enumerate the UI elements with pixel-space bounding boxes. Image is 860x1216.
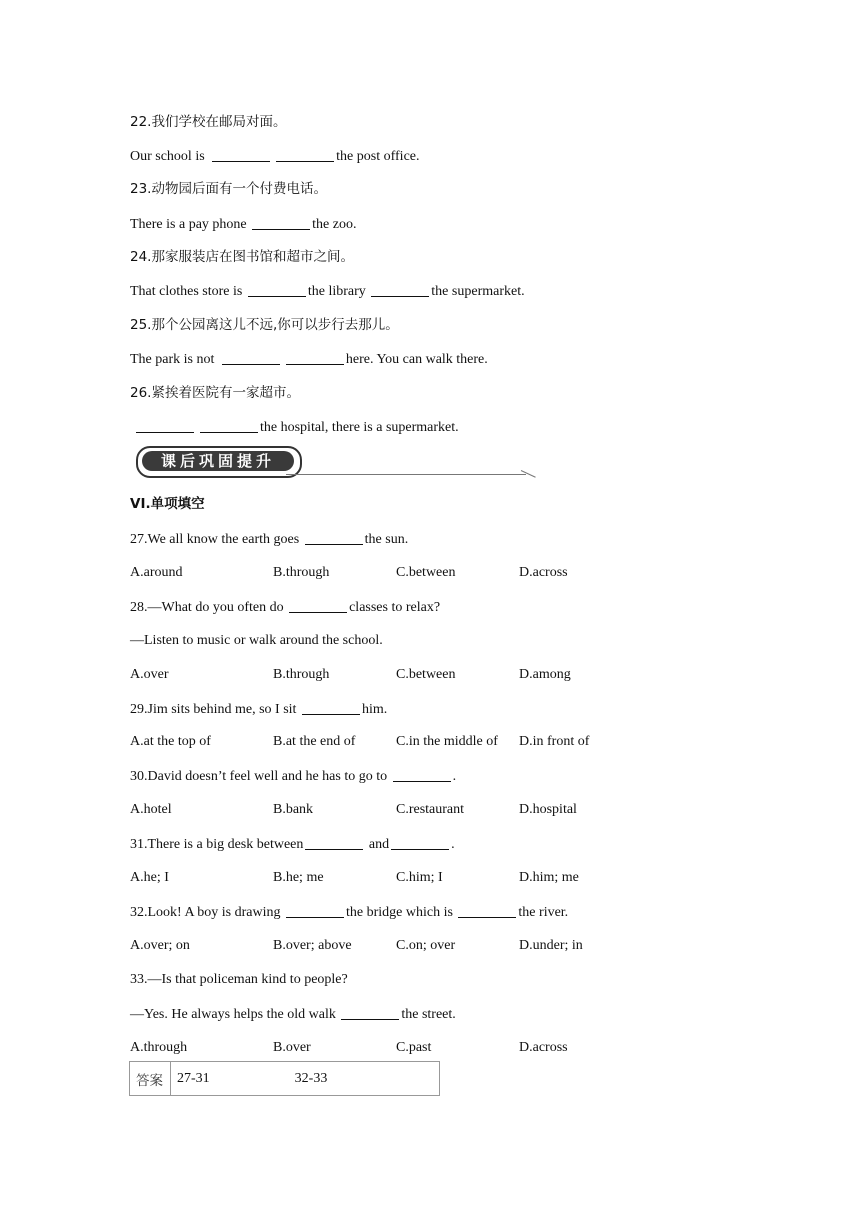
question-28-line (130, 598, 440, 617)
option-c[interactable]: C.in the middle of (396, 734, 498, 750)
q23-sentence (130, 215, 356, 234)
q24-text-2: the library (307, 284, 370, 299)
option-d[interactable]: D.under; in (519, 937, 583, 953)
q26-sentence (134, 418, 459, 437)
q24-sentence (130, 282, 525, 301)
q23-text-2: the zoo. (312, 217, 357, 232)
option-c[interactable]: C.past (396, 1039, 432, 1055)
question-29-line (130, 700, 387, 719)
option-a[interactable]: A.through (130, 1039, 188, 1055)
q25-text-1: The park is not (130, 352, 218, 367)
option-c[interactable]: C.him; I (396, 870, 443, 885)
option-b[interactable]: B.bank (273, 802, 314, 818)
q22-prompt: 22.我们学校在邮局对面。 (130, 114, 287, 130)
option-b[interactable]: B.he; me (273, 870, 324, 885)
question-text: —Listen to music or walk around the school. (130, 632, 383, 648)
q25-text-2: here. You can walk there. (345, 352, 488, 367)
answer-blank[interactable] (305, 835, 363, 850)
question-28-line (130, 632, 383, 650)
option-d[interactable]: D.him; me (519, 870, 579, 885)
q24-text-1: That clothes store is (130, 284, 246, 299)
question-text: classes to relax? (349, 599, 441, 615)
banner-title: 课后巩固提升 (142, 451, 294, 471)
answer-blank[interactable] (341, 1005, 399, 1020)
question-text: him. (361, 701, 388, 717)
answer-blank[interactable] (458, 903, 516, 918)
option-b[interactable]: B.through (273, 666, 330, 682)
question-text: the bridge which is (346, 904, 457, 920)
answer-blank[interactable] (200, 418, 258, 433)
option-a[interactable]: A.over; on (130, 937, 190, 953)
question-text: . (451, 837, 455, 853)
option-d[interactable]: D.in front of (519, 734, 590, 750)
banner-frame (136, 446, 302, 478)
answer-blank[interactable] (393, 767, 451, 782)
option-d[interactable]: D.among (519, 666, 571, 682)
answer-blank[interactable] (252, 215, 310, 230)
question-text: 33.—Is that policeman kind to people? (130, 971, 348, 987)
q22-text-1: Our school is (130, 149, 209, 164)
answer-blank[interactable] (222, 350, 280, 365)
option-b[interactable]: B.over; above (273, 937, 352, 953)
option-c[interactable]: C.between (396, 564, 456, 580)
q23-text-1: There is a pay phone (130, 217, 251, 232)
question-text: the street. (401, 1006, 456, 1022)
answer-blank[interactable] (248, 282, 306, 297)
section-title (130, 495, 205, 514)
question-text: 29.Jim sits behind me, so I sit (130, 701, 300, 717)
option-b[interactable]: B.at the end of (273, 734, 356, 750)
option-d[interactable]: D.hospital (519, 802, 577, 818)
section-title-text: VI.单项填空 (130, 496, 205, 512)
answer-range-1: 27-31 (177, 1070, 210, 1086)
question-33-line (130, 1005, 456, 1024)
option-a[interactable]: A.over (130, 666, 169, 682)
question-31-line (130, 835, 455, 854)
option-d[interactable]: D.across (519, 564, 568, 580)
question-27-line (130, 530, 408, 549)
q22-sentence (130, 147, 420, 166)
answer-blank[interactable] (305, 530, 363, 545)
option-a[interactable]: A.around (130, 564, 183, 580)
question-text: . (452, 769, 457, 785)
question-text: 28.—What do you often do (130, 599, 288, 615)
option-d[interactable]: D.across (519, 1039, 568, 1055)
answer-blank[interactable] (286, 350, 344, 365)
question-text: 32.Look! A boy is drawing (130, 904, 284, 920)
option-c[interactable]: C.restaurant (396, 802, 465, 818)
q24-prompt: 24.那家服装店在图书馆和超市之间。 (130, 249, 354, 265)
question-text: —Yes. He always helps the old walk (130, 1006, 340, 1022)
q25-sentence (130, 350, 488, 369)
q26-prompt: 26.紧挨着医院有一家超市。 (130, 385, 300, 401)
question-32-line (130, 903, 568, 922)
question-text: the river. (518, 904, 569, 920)
question-33-line (130, 971, 348, 989)
q22-text-2: the post office. (336, 149, 420, 164)
question-text: and (365, 837, 390, 853)
option-b[interactable]: B.over (273, 1039, 311, 1055)
answer-blank[interactable] (302, 700, 360, 715)
option-a[interactable]: A.he; I (130, 870, 169, 885)
q25-prompt: 25.那个公园离这儿不远,你可以步行去那儿。 (130, 317, 399, 333)
option-a[interactable]: A.at the top of (130, 734, 211, 750)
question-text: 30.David doesn’t feel well and he has to go to (130, 769, 391, 785)
question-text: 31.There is a big desk between (130, 837, 304, 853)
q26-text-1: the hospital, there is a supermarket. (260, 420, 459, 435)
answer-blank[interactable] (371, 282, 429, 297)
q24-text-3: the supermarket. (431, 284, 525, 299)
option-a[interactable]: A.hotel (130, 802, 172, 818)
answer-table (129, 1061, 440, 1096)
banner-underline (286, 474, 526, 475)
answer-blank[interactable] (391, 835, 449, 850)
question-30-line (130, 767, 456, 786)
answer-range-2: 32-33 (294, 1070, 328, 1086)
answer-blank[interactable] (286, 903, 344, 918)
section-banner (136, 446, 536, 482)
answer-cell[interactable] (171, 1062, 440, 1096)
option-c[interactable]: C.on; over (396, 937, 456, 953)
answer-blank[interactable] (212, 147, 270, 162)
answer-blank[interactable] (276, 147, 334, 162)
answer-label: 答案 (130, 1062, 171, 1096)
answer-blank[interactable] (289, 598, 347, 613)
option-c[interactable]: C.between (396, 666, 456, 682)
question-text: the sun. (364, 532, 409, 547)
option-b[interactable]: B.through (273, 564, 330, 580)
q23-prompt: 23.动物园后面有一个付费电话。 (130, 181, 327, 197)
answer-blank[interactable] (136, 418, 194, 433)
question-text: 27.We all know the earth goes (130, 532, 303, 547)
